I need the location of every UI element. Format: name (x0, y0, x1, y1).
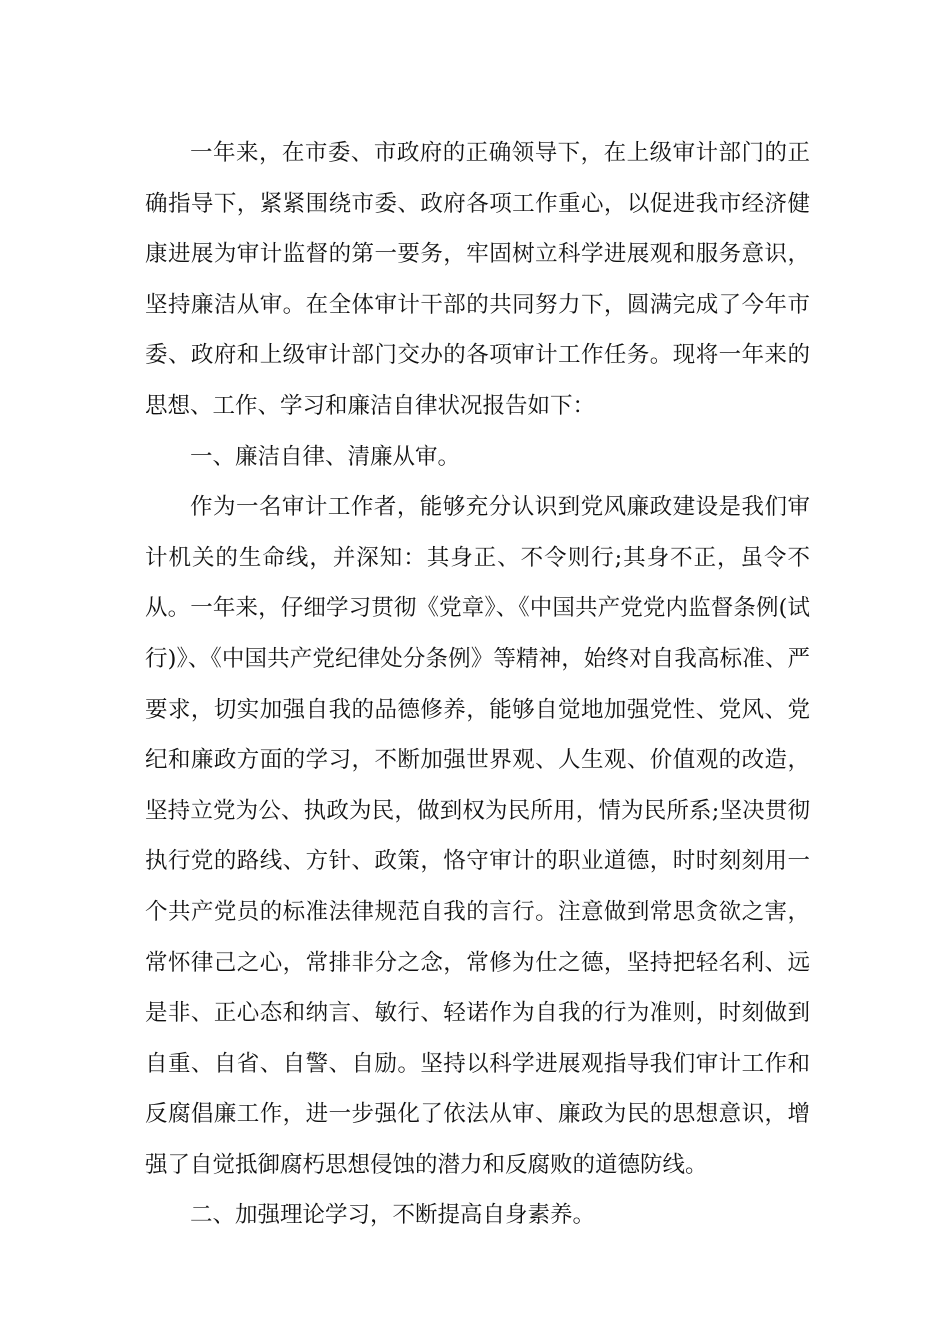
section-heading-2: 二、加强理论学习，不断提高自身素养。 (190, 1202, 596, 1229)
paragraph-intro: 一年来，在市委、市政府的正确领导下，在上级审计部门的正确指导下，紧紧围绕市委、政府各项工作重心，以促进我市经济健康进展为审计监督的第一要务，牢固树立科学进展观和服务意识，坚持廉洁从审。在全体审计干部的共同努力下，圆满完成了今年市委、政府和上级审计部门交办的各项审计工作任务。现将一年来的思想、工作、学习和廉洁自律状况报告如下： (145, 140, 810, 419)
section-heading-1: 一、廉洁自律、清廉从审。 (190, 443, 461, 470)
document-body (145, 128, 810, 1241)
paragraph-section-1: 作为一名审计工作者，能够充分认识到党风廉政建设是我们审计机关的生命线，并深知：其身正、不令则行;其身不正，虽令不从。一年来，仔细学习贯彻《党章》、《中国共产党党内监督条例(试行)》、《中国共产党纪律处分条例》等精神，始终对自我高标准、严要求，切实加强自我的品德修养，能够自觉地加强党性、党风、党纪和廉政方面的学习，不断加强世界观、人生观、价值观的改造，坚持立党为公、执政为民，做到权为民所用，情为民所系;坚决贯彻执行党的路线、方针、政策，恪守审计的职业道德，时时刻刻用一个共产党员的标准法律规范自我的言行。注意做到常思贪欲之害，常怀律己之心，常排非分之念，常修为仕之德，坚持把轻名利、远是非、正心态和纳言、敏行、轻诺作为自我的行为准则，时刻做到自重、自省、自警、自励。坚持以科学进展观指导我们审计工作和反腐倡廉工作，进一步强化了依法从审、廉政为民的思想意识，增强了自觉抵御腐朽思想侵蚀的潜力和反腐败的道德防线。 (145, 494, 810, 1178)
